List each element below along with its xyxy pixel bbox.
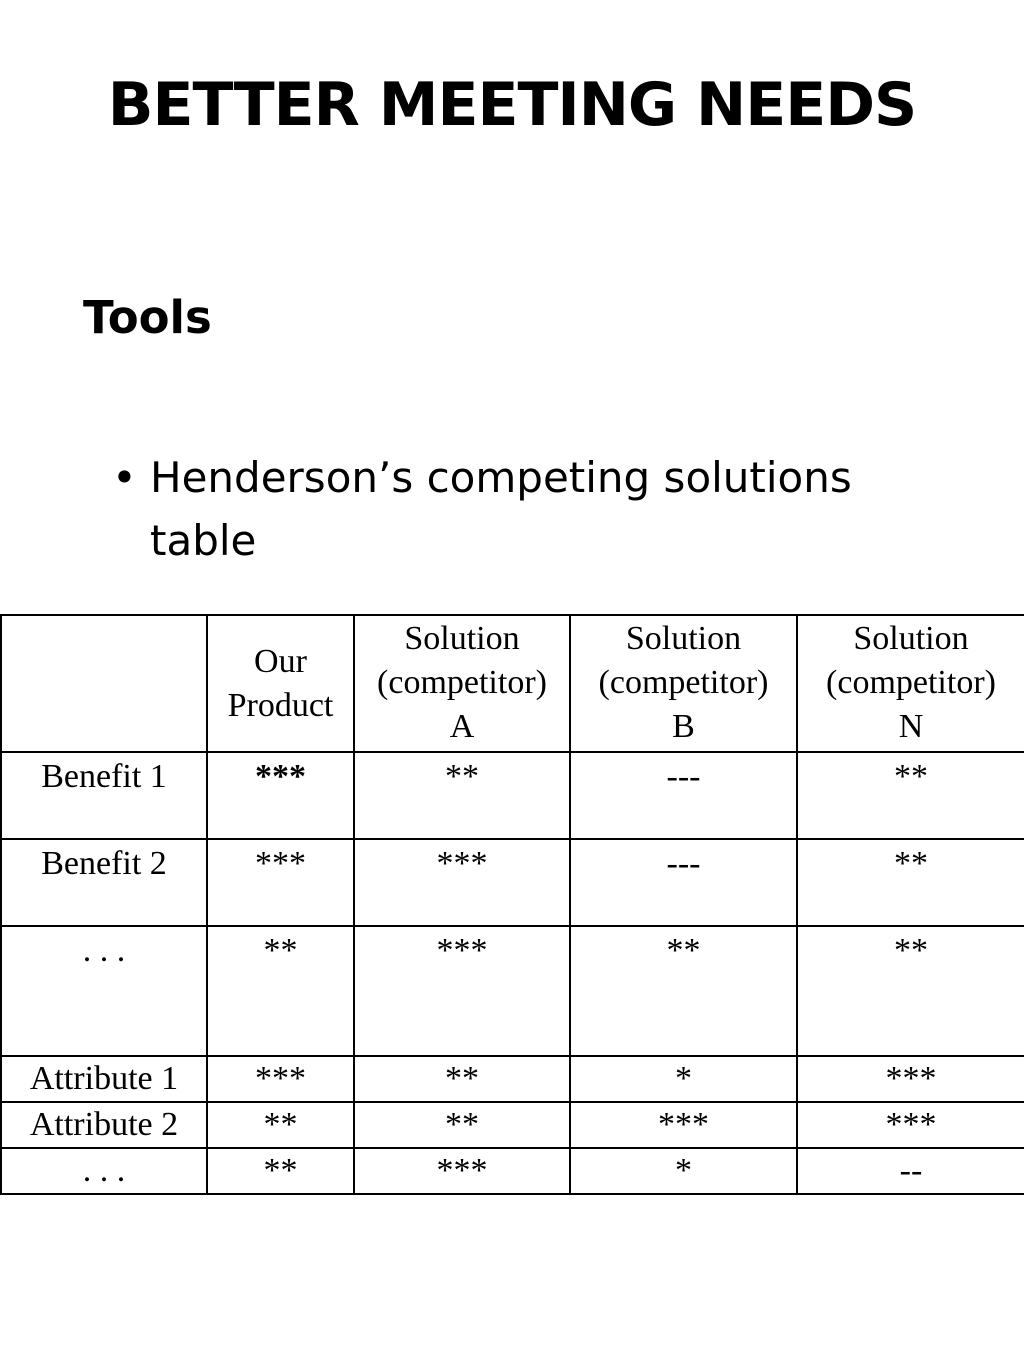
rating-cell: ***	[207, 839, 354, 926]
row-label: Attribute 2	[1, 1102, 207, 1148]
rating-cell: ***	[354, 839, 570, 926]
table-row	[1, 926, 1024, 1056]
rating-cell: **	[207, 926, 354, 1056]
rating-cell: ***	[354, 926, 570, 1056]
rating-cell: ***	[207, 1056, 354, 1102]
rating-cell: ***	[207, 752, 354, 839]
slide-title: BETTER MEETING NEEDS	[107, 70, 917, 140]
header-blank-cell	[1, 615, 207, 752]
rating-cell: ***	[797, 1056, 1024, 1102]
header-our-product: Our Product	[207, 615, 354, 752]
rating-cell: ---	[570, 839, 797, 926]
table-row	[1, 1102, 1024, 1148]
row-label: . . .	[1, 926, 207, 1056]
row-label: Benefit 2	[1, 839, 207, 926]
table-row	[1, 752, 1024, 839]
header-solution-n: Solution (competitor) N	[797, 615, 1024, 752]
row-label: Benefit 1	[1, 752, 207, 839]
rating-cell: **	[354, 1102, 570, 1148]
rating-cell: **	[797, 752, 1024, 839]
rating-cell: **	[207, 1102, 354, 1148]
rating-cell: **	[797, 926, 1024, 1056]
table-header-row	[1, 615, 1024, 752]
rating-cell: **	[354, 752, 570, 839]
rating-cell: **	[797, 839, 1024, 926]
table-row	[1, 1056, 1024, 1102]
bullet-item	[112, 446, 950, 572]
competing-solutions-table	[0, 614, 1024, 1195]
section-heading: Tools	[83, 291, 212, 344]
rating-cell: --	[797, 1148, 1024, 1194]
bullet-text: Henderson’s competing solutions table	[150, 453, 852, 565]
table-row	[1, 1148, 1024, 1194]
rating-cell: ***	[570, 1102, 797, 1148]
rating-cell: ---	[570, 752, 797, 839]
rating-cell: **	[354, 1056, 570, 1102]
rating-cell: *	[570, 1148, 797, 1194]
table-row	[1, 839, 1024, 926]
rating-cell: ***	[797, 1102, 1024, 1148]
rating-cell: *	[570, 1056, 797, 1102]
row-label: . . .	[1, 1148, 207, 1194]
bullet-dot-icon: •	[112, 453, 137, 502]
rating-cell: **	[570, 926, 797, 1056]
rating-cell: ***	[354, 1148, 570, 1194]
rating-cell: **	[207, 1148, 354, 1194]
row-label: Attribute 1	[1, 1056, 207, 1102]
header-solution-b: Solution (competitor) B	[570, 615, 797, 752]
header-solution-a: Solution (competitor) A	[354, 615, 570, 752]
